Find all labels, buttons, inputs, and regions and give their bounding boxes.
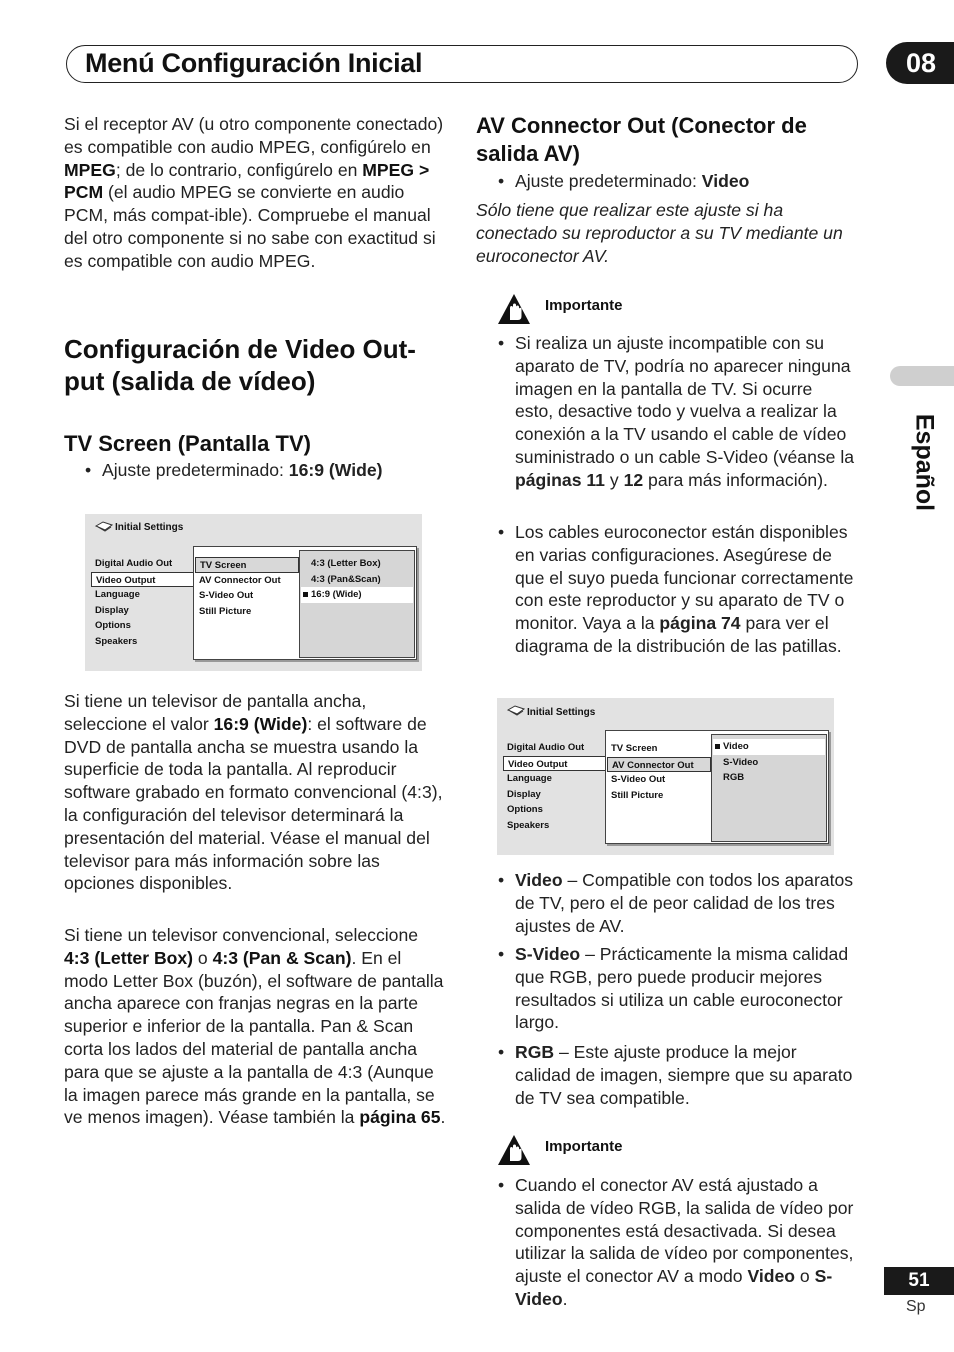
section-title: Configuración de Video Out-put (salida de vídeo) (64, 334, 416, 396)
important-label: Importante (545, 297, 623, 314)
imp1-bold-1: páginas 11 (515, 469, 605, 490)
option-item[interactable]: 4:3 (Letter Box) (311, 558, 381, 569)
submenu-item-selected[interactable]: TV Screen (195, 557, 299, 573)
tv-default-value: 16:9 (Wide) (288, 460, 383, 480)
menu-item[interactable]: Language (507, 773, 552, 784)
menu-item[interactable]: Speakers (95, 635, 138, 647)
conv-text-3: . En el modo Letter Box (buzón), el software de pantalla ancha aparece con franjas negras en la parte superior e inferior de la pantalla. Pan & Scan corta los lados del material de pantalla ancha para que se ajuste a la pantalla de 4:3 (Aunque la imagen parece más grande en la pantalla, se ve menos imagen). Véase también la (64, 947, 444, 1128)
intro-text-2: ; de lo contrario, configúrelo en (115, 159, 363, 180)
wide-text-2: : el software de DVD de pantalla ancha se muestra usando la superficie de toda la pantalla. Al reproducir software grabado en formato convencional (4:3), la configuración del televisor determinará la presentación del material. Véase el manual del televisor para más información sobre las opciones disponibles. (64, 713, 443, 894)
av-default-label: Ajuste predeterminado: (515, 171, 702, 191)
submenu-item[interactable]: TV Screen (611, 743, 658, 754)
submenu-item-selected[interactable]: AV Connector Out (607, 757, 711, 773)
intro-text-1: Si el receptor AV (u otro componente conectado) es compatible con audio MPEG, configúrelo en (64, 114, 444, 157)
conv-text-2: o (193, 947, 213, 968)
intro-bold-1: MPEG (64, 159, 116, 180)
submenu-item[interactable]: S-Video Out (199, 590, 254, 601)
opt-rgb-name: RGB (515, 1042, 555, 1062)
opt-rgb-text: – Este ajuste produce la mejor calidad de imagen, siempre que su aparato de TV sea compatible. (515, 1042, 853, 1108)
option-item[interactable]: S-Video (723, 756, 759, 768)
av-connector-title: AV Connector Out (Conector de salida AV) (476, 113, 807, 166)
menu-title: Initial Settings (527, 707, 596, 718)
menu-item[interactable]: Display (507, 788, 541, 800)
menu-main-list (503, 740, 607, 833)
warning-hand-icon (497, 1134, 531, 1166)
chapter-header (66, 45, 858, 83)
chapter-number: 08 (886, 42, 954, 84)
imp1-text-1: Si realiza un ajuste incompatible con su aparato de TV, podría no aparecer ninguna imagen en la pantalla de TV. Si ocurre esto, desactive todo y vuelva a realizar la conexión a la TV usando el cable de vídeo suministrado o un cable S-Video (véanse la (515, 333, 855, 467)
option-video-desc (515, 869, 855, 937)
important-item-2 (515, 521, 855, 658)
page-lang-code: Sp (906, 1298, 926, 1315)
imp2-bold-1: página 74 (659, 613, 741, 634)
menu-item[interactable]: Speakers (507, 819, 550, 831)
conv-text-4: . (440, 1107, 446, 1128)
settings-icon (507, 705, 525, 716)
tv-default-label: Ajuste predeterminado: (102, 460, 289, 480)
conv-page-ref: página 65 (359, 1107, 441, 1128)
submenu-item[interactable]: S-Video Out (611, 774, 666, 785)
opt-svideo-name: S-Video (515, 944, 581, 964)
settings-icon (95, 521, 113, 532)
menu-item[interactable]: Language (95, 589, 140, 600)
menu-item[interactable]: Display (95, 604, 129, 616)
imp1-text-2: y (604, 469, 624, 490)
important-item-1 (515, 332, 855, 492)
menu-main-list (91, 556, 195, 649)
options-list (301, 556, 413, 603)
option-item-selected[interactable]: 16:9 (Wide) (301, 587, 413, 603)
submenu-item[interactable]: AV Connector Out (199, 574, 281, 586)
imp3-bold-2: S-Video (515, 1266, 833, 1309)
av-note: Sólo tiene que realizar este ajuste si ha conectado su reproductor a su TV mediante un euroconector AV. (476, 200, 843, 266)
submenu-list (607, 741, 711, 803)
option-item[interactable]: RGB (723, 772, 745, 783)
imp2-text-2: para ver el diagrama de la distribución de las patillas. (515, 613, 842, 656)
option-rgb-desc (515, 1041, 855, 1109)
av-default-value: Video (701, 171, 750, 191)
option-item[interactable]: 4:3 (Pan&Scan) (311, 573, 381, 585)
tv-screen-title: TV Screen (Pantalla TV) (64, 431, 311, 456)
menu-item[interactable]: Digital Audio Out (507, 742, 585, 753)
conv-bold-1: 4:3 (Letter Box) (64, 947, 194, 968)
imp3-text-1: Cuando el conector AV está ajustado a salida de vídeo RGB, la salida de vídeo por componentes está desactivada. Si desea utilizar la salida de vídeo por componentes, ajuste el conector AV a modo (515, 1175, 854, 1287)
tv-screen-menu (85, 514, 422, 671)
opt-video-name: Video (515, 870, 563, 890)
submenu-item[interactable]: Still Picture (199, 605, 252, 617)
av-default (515, 170, 855, 193)
imp2-text-1: Los cables euroconector están disponibles en varias configuraciones. Asegúrese de que el suyo pueda funcionar correctamente con este reproductor y su aparato de TV o monitor. Vaya a la (515, 522, 854, 634)
options-list (713, 739, 825, 786)
wide-paragraph (64, 690, 448, 895)
opt-video-text: – Compatible con todos los aparatos de TV, pero el de peor calidad de los tres ajustes de AV. (515, 870, 854, 936)
language-tab-bar (890, 366, 954, 386)
imp1-text-3: para más información). (643, 469, 828, 490)
menu-item[interactable]: Options (507, 804, 543, 815)
imp3-text-2: o (795, 1266, 815, 1287)
intro-bold-2: MPEG > PCM (64, 159, 430, 203)
conv-bold-2: 4:3 (Pan & Scan) (212, 947, 352, 968)
important-item-3 (515, 1174, 855, 1311)
submenu-item[interactable]: Still Picture (611, 789, 664, 801)
imp1-bold-2: 12 (623, 469, 644, 490)
intro-paragraph (64, 113, 448, 273)
chapter-title: Menú Configuración Inicial (85, 48, 423, 78)
opt-svideo-text: – Prácticamente la misma calidad que RGB, pero puede producir mejores resultados si utiliza un cable euroconector largo. (515, 944, 849, 1033)
tv-default (102, 459, 448, 482)
warning-hand-icon (497, 293, 531, 325)
menu-item-selected[interactable]: Video Output (91, 572, 195, 588)
page-number: 51 (884, 1267, 954, 1295)
menu-item[interactable]: Digital Audio Out (95, 558, 173, 569)
submenu-list (195, 557, 299, 619)
menu-item[interactable]: Options (95, 620, 131, 631)
av-connector-menu (497, 698, 834, 855)
option-item-selected[interactable]: Video (713, 739, 825, 755)
option-svideo-desc (515, 943, 855, 1034)
wide-text-1: Si tiene un televisor de pantalla ancha, seleccione el valor (64, 691, 367, 734)
imp3-text-3: . (562, 1288, 568, 1309)
wide-bold-1: 16:9 (Wide) (213, 713, 308, 734)
intro-text-3: (el audio MPEG se convierte en audio PCM, más compat-ible). Compruebe el manual del otro componente si no sabe con exactitud si es compatible con audio MPEG. (64, 182, 436, 271)
conventional-paragraph (64, 924, 448, 1129)
conv-text-1: Si tiene un televisor convencional, seleccione (64, 925, 419, 945)
important-label: Importante (545, 1138, 623, 1155)
language-tab: Español (910, 413, 939, 512)
imp3-bold-1: Video (747, 1266, 796, 1287)
menu-item-selected[interactable]: Video Output (503, 756, 607, 772)
menu-title: Initial Settings (115, 522, 184, 533)
